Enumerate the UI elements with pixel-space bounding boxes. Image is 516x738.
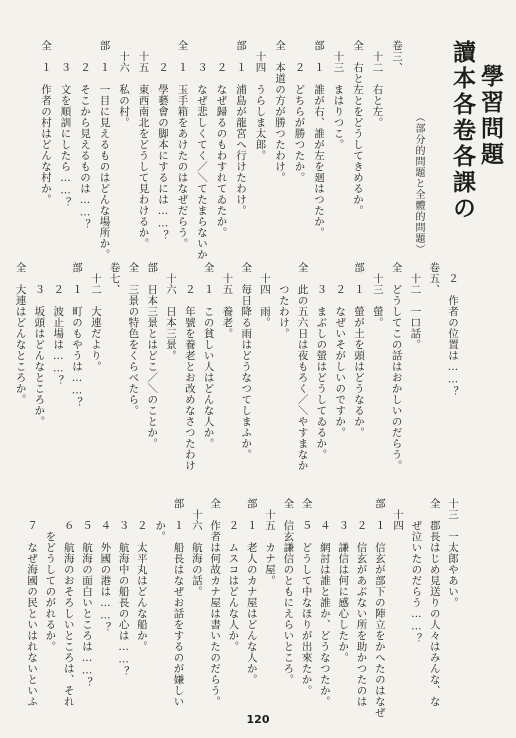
lower-text-column: ３ 謙信は何に感心したか。 <box>337 498 350 663</box>
lower-text-column: 十六 航海の話。 <box>190 498 203 597</box>
lower-text-column: ３ 航海中の船長の心は……？ <box>117 498 130 677</box>
middle-text-column: 全 １ この貧しい人はどんな人か。 <box>202 262 215 449</box>
lower-text-column: 部 １ 信玄が部下の陣立をかへたのはなぜ <box>373 498 386 718</box>
middle-text-column: 十三 螢。 <box>371 262 384 328</box>
page-title: 讀本各卷各課の <box>449 40 476 222</box>
upper-text-column: 部 １ 誰が右、誰が左を廻はつたか。 <box>313 40 325 238</box>
upper-text-column: 全 １ 作者の村はどんな村か。 <box>40 40 52 205</box>
lower-text-column: 部 １ 老人のカナ屋はどんな人か。 <box>245 498 258 685</box>
upper-text-column: 十四 うらしま太郎。 <box>254 40 267 161</box>
upper-text-column: 部 １ 一目に見えるものはどんな場所か。 <box>98 40 111 260</box>
lower-text-column: ５ 航海の面白いところは……？ <box>81 498 93 688</box>
middle-text-column: 全 此の五六日は夜もろく／＼やすまなか <box>296 262 309 471</box>
lower-text-column: をどうしてのがれるか。 <box>44 498 57 652</box>
middle-text-column: 十二 一口話。 <box>409 262 422 350</box>
lower-text-column: 全 郡長はじめ見送りの人々はみんな、な <box>428 498 441 707</box>
middle-text-column: 部 １ 町のもやうは……？ <box>71 262 83 408</box>
lower-text-column: ４ 外國の港は……？ <box>99 498 112 633</box>
middle-text-column: 十二 大連だより。 <box>89 262 102 372</box>
lower-text-column: ぜ泣いたのだらう……？ <box>410 498 423 644</box>
upper-text-column: 全 １ 玉手箱をあけたのはなぜだらう。 <box>176 40 189 249</box>
upper-text-column: 卷三、 <box>391 40 403 73</box>
middle-text-column: 卷七、 <box>108 262 121 295</box>
lower-text-column: ２ 信玄があぶない所を助かつたのは <box>355 498 368 707</box>
middle-text-column: 十四 雨。 <box>259 262 271 328</box>
upper-text-column: ３ なぜ悲しくてく／＼てたまらないか <box>196 40 208 260</box>
middle-text-column: 部 １ 螢が土を頭はどうなるか。 <box>353 262 365 438</box>
middle-text-column: 十五 養老。 <box>221 262 234 339</box>
upper-text-column: 十三 まはりつこ。 <box>332 40 345 150</box>
middle-text-column: ２ 波止場は……？ <box>52 262 65 386</box>
page-subtitle: （部分的問題と全體的問題） <box>413 112 424 255</box>
page-number: 120 <box>246 713 270 726</box>
lower-text-column: 全 ５ どうして中なほりが出來たか。 <box>300 498 313 696</box>
lower-text-column: か。 <box>154 498 167 542</box>
lower-text-column: 十四 <box>392 498 405 542</box>
middle-text-column: つたわけ。 <box>277 262 290 339</box>
lower-text-column: ６ 航海のおそろしいところは、それ <box>62 498 75 707</box>
middle-text-column: ２ なぜいそがしいのですか。 <box>334 262 347 438</box>
middle-text-column: ３ まぶしの螢はどうしてゐるか。 <box>315 262 328 460</box>
middle-text-column: ３ 坂頭はどんなところか。 <box>33 262 46 427</box>
page-title-line2: 學習問題 <box>477 64 504 168</box>
upper-text-column: ２ 學藝會の脚本にするには……？ <box>157 40 169 241</box>
upper-text-column: 部 １ 浦島が龍宮へ行けたわけ。 <box>235 40 247 216</box>
middle-text-column: ２ 年號を養老とお改めなさつたわけ <box>183 262 196 471</box>
upper-text-column: 全 本道の方が勝つたわけ。 <box>274 40 286 183</box>
upper-text-column: ２ なぜ歸るのもわすれてゐたか。 <box>215 40 228 238</box>
lower-text-column: ７ なぜ海國の民といはれないといふ <box>26 498 39 707</box>
upper-text-column: ２ どちらが勝つたか。 <box>293 40 306 183</box>
lower-text-column: ２ ムスコはどんな人か。 <box>227 498 240 652</box>
middle-text-column: 全 毎日降る雨はどうなつてしまふか。 <box>240 262 253 460</box>
lower-text-column: ４ 網討は誰と誰か、どうなつたか。 <box>318 498 331 707</box>
lower-text-column: ２ 太平丸はどんな船か。 <box>135 498 148 652</box>
middle-text-column: 卷五、 <box>428 262 441 295</box>
middle-text-column: 部 日本三景とはどこ／＼のことか。 <box>146 262 159 449</box>
middle-text-column: 全 大連はどんなところか。 <box>14 262 27 405</box>
middle-text-column: ２ 作者の位置は……？ <box>447 262 459 397</box>
middle-text-column: 全 三景の特色をくらべたら。 <box>127 262 140 416</box>
upper-text-column: 十六 私の村。 <box>118 40 130 128</box>
lower-text-column: 部 １ 船長はなぜお話をするのが嫌しい <box>172 498 185 707</box>
upper-text-column: ３ 文を順訓にしたら……？ <box>59 40 72 208</box>
lower-text-column: 全 信玄謙信のともにえらいところ。 <box>282 498 295 685</box>
lower-text-column: 全 作者は何故カナ屋は書いたのだらう。 <box>209 498 222 707</box>
lower-text-column: 十三 一太郎やあい。 <box>447 498 459 608</box>
middle-text-column: 十六 日本三景。 <box>165 262 177 361</box>
middle-text-column: 全 どうしてこの話はおかしいのだらう。 <box>390 262 403 471</box>
upper-text-column: 十二 右と左。 <box>371 40 384 128</box>
upper-text-column: 全 右と左とをどうしてきめるか。 <box>352 40 364 216</box>
upper-text-column: ２ そこから見えるものは……？ <box>79 40 91 230</box>
upper-text-column: 十五 東西南北をどうして見わけるか。 <box>137 40 150 249</box>
lower-text-column: 十五 カナ屋。 <box>264 498 276 586</box>
